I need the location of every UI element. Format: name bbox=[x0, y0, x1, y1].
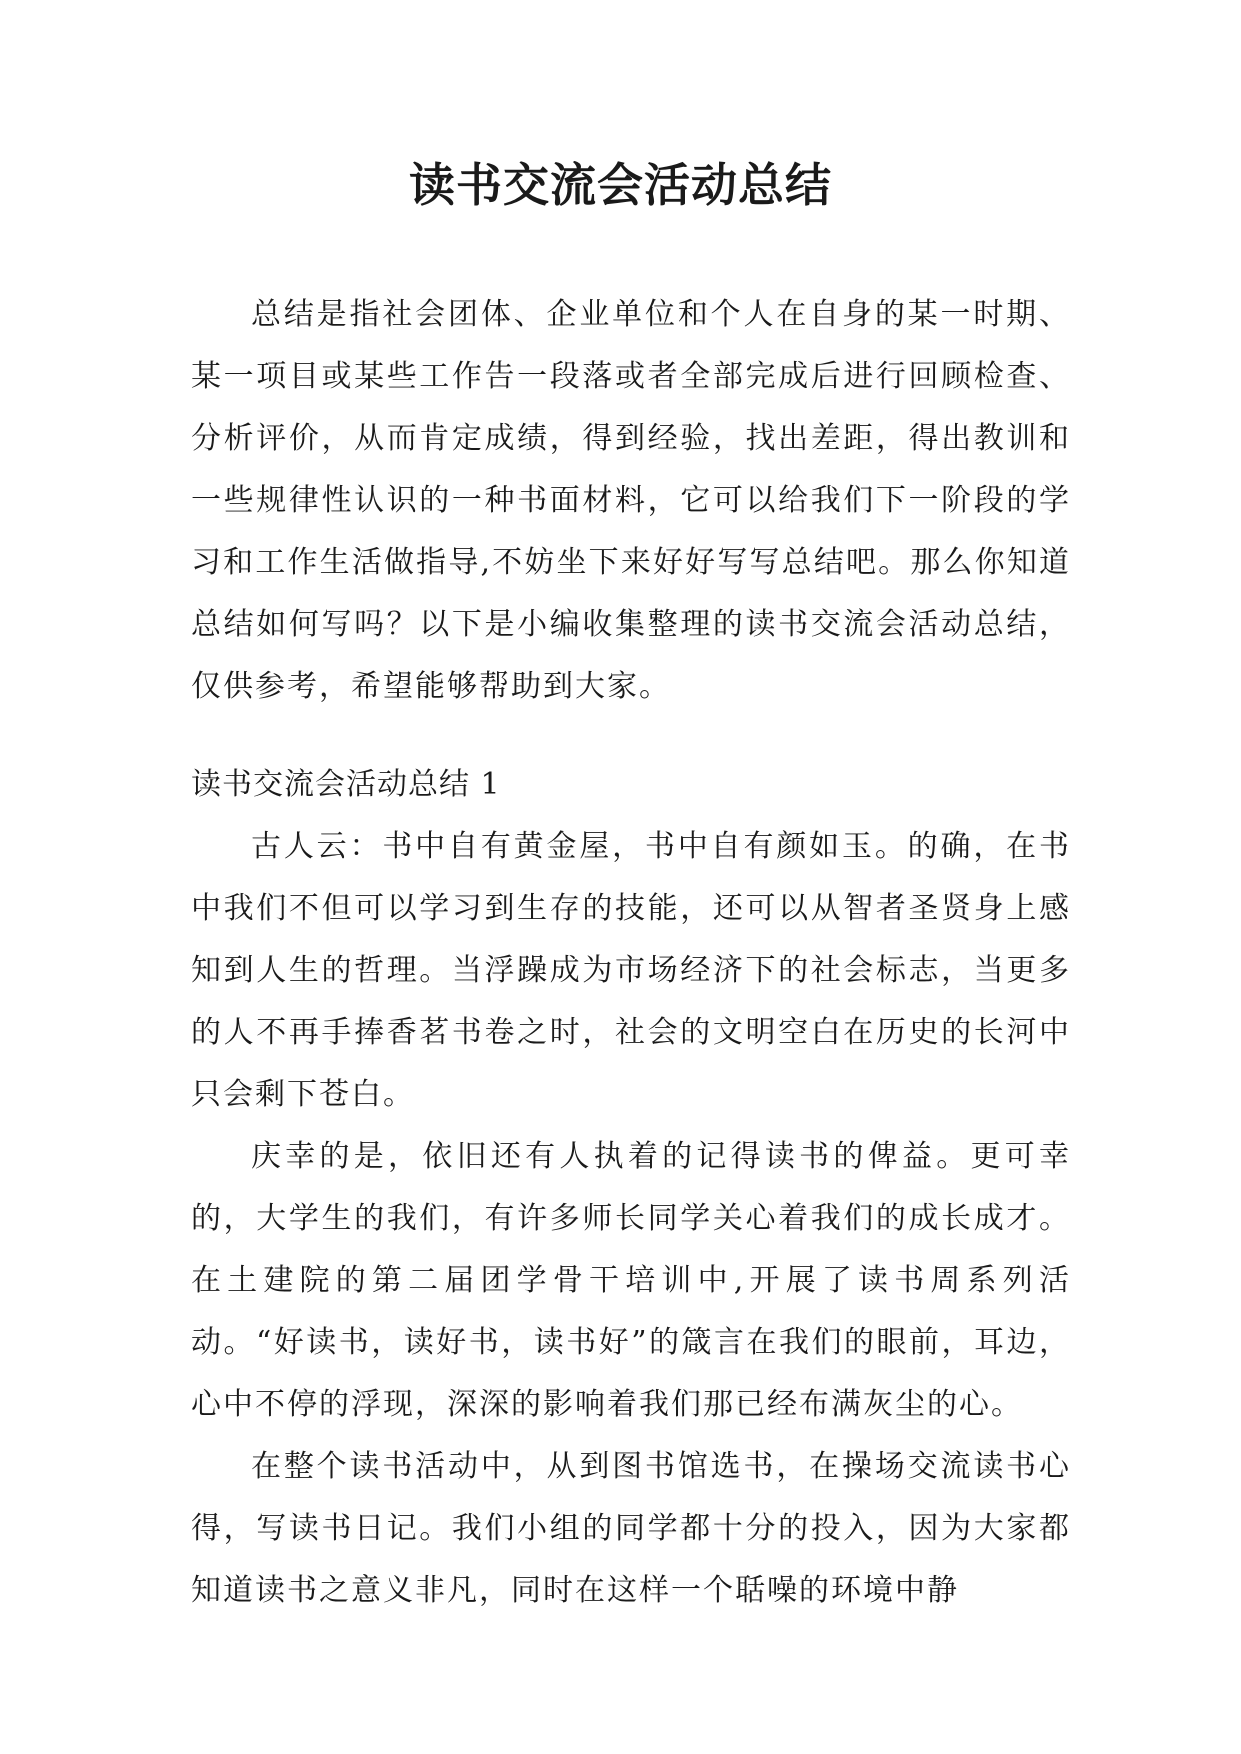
intro-block bbox=[191, 284, 1071, 718]
section-paragraph: 庆幸的是，依旧还有人执着的记得读书的俾益。更可幸的，大学生的我们，有许多师长同学关心着我们的成长成才。在土建院的第二届团学骨干培训中,开展了读书周系列活动。“好读书，读好书，读书好”的箴言在我们的眼前，耳边，心中不停的浮现，深深的影响着我们那已经布满灰尘的心。 bbox=[191, 1139, 1071, 1422]
section-heading: 读书交流会活动总结 1 bbox=[191, 767, 501, 802]
intro-paragraph: 总结是指社会团体、企业单位和个人在自身的某一时期、某一项目或某些工作告一段落或者全部完成后进行回顾检查、分析评价，从而肯定成绩，得到经验，找出差距，得出教训和一些规律性认识的一种书面材料，它可以给我们下一阶段的学习和工作生活做指导,不妨坐下来好好写写总结吧。那么你知道总结如何写吗？以下是小编收集整理的读书交流会活动总结，仅供参考，希望能够帮助到大家。 bbox=[191, 297, 1071, 704]
document-title: 读书交流会活动总结 bbox=[409, 158, 832, 212]
section-1 bbox=[191, 754, 1071, 1622]
section-paragraph: 古人云：书中自有黄金屋，书中自有颜如玉。的确，在书中我们不但可以学习到生存的技能，还可以从智者圣贤身上感知到人生的哲理。当浮躁成为市场经济下的社会标志，当更多的人不再手捧香茗书卷之时，社会的文明空白在历史的长河中只会剩下苍白。 bbox=[191, 829, 1071, 1112]
section-paragraph: 在整个读书活动中，从到图书馆选书，在操场交流读书心得，写读书日记。我们小组的同学都十分的投入，因为大家都知道读书之意义非凡，同时在这样一个聒噪的环境中静 bbox=[191, 1449, 1071, 1608]
